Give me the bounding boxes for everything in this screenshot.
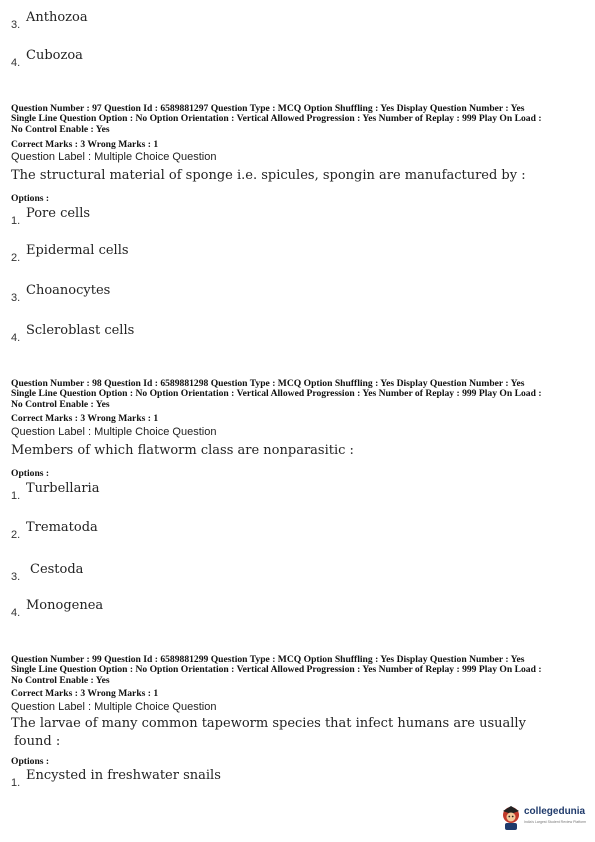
question-meta (11, 655, 586, 686)
question-text: The structural material of sponge i.e. spicules, spongin are manufactured by : (11, 168, 526, 183)
option-text: Scleroblast cells (26, 323, 135, 338)
meta-line: Single Line Question Option : No Option Orientation : Vertical Allowed Progression : Yes Number of Replay : 999 Play On Load : (11, 113, 542, 125)
options-label: Options : (11, 468, 50, 479)
option-number: 2. (11, 252, 21, 264)
option-number: 4. (11, 607, 21, 619)
meta-line: Question Number : 98 Question Id : 6589881298 Question Type : MCQ Option Shuffling : Yes Display Question Number : Yes (11, 378, 525, 389)
option-text: Choanocytes (26, 283, 111, 298)
option-number: 1. (11, 490, 21, 502)
meta-line: Single Line Question Option : No Option Orientation : Vertical Allowed Progression : Yes Number of Replay : 999 Play On Load : (11, 664, 542, 676)
option-text: Epidermal cells (26, 243, 129, 258)
marks-info: Correct Marks : 3 Wrong Marks : 1 (11, 139, 159, 150)
question-meta (11, 379, 586, 410)
meta-line: Question Number : 99 Question Id : 6589881299 Question Type : MCQ Option Shuffling : Yes Display Question Number : Yes (11, 654, 525, 665)
question-meta (11, 104, 586, 135)
meta-line: Question Number : 97 Question Id : 6589881297 Question Type : MCQ Option Shuffling : Yes Display Question Number : Yes (11, 103, 525, 114)
meta-line: No Control Enable : Yes (11, 398, 110, 410)
option-text: Encysted in freshwater snails (26, 768, 221, 783)
meta-line: No Control Enable : Yes (11, 123, 110, 135)
meta-line: No Control Enable : Yes (11, 674, 110, 686)
collegedunia-logo[interactable] (500, 803, 590, 833)
question-text-line: found : (14, 734, 61, 749)
option-number: 1. (11, 777, 21, 789)
option-number: 3. (11, 292, 21, 304)
logo-tagline: India's Largest Student Review Platform (524, 820, 587, 824)
option-number: 3. (11, 19, 21, 31)
question-text-line: The larvae of many common tapeworm species that infect humans are usually (11, 716, 526, 731)
logo-name: collegedunia (524, 806, 586, 817)
question-label: Question Label : Multiple Choice Question (11, 426, 217, 438)
option-text: Monogenea (26, 598, 104, 613)
options-label: Options : (11, 193, 50, 204)
question-text: Members of which flatworm class are nonparasitic : (11, 443, 354, 458)
option-number: 4. (11, 57, 21, 69)
question-label: Question Label : Multiple Choice Question (11, 151, 217, 163)
options-label: Options : (11, 756, 50, 767)
option-number: 1. (11, 215, 21, 227)
option-text: Trematoda (26, 520, 98, 535)
option-number: 4. (11, 332, 21, 344)
mascot-icon (500, 805, 522, 831)
option-number: 2. (11, 529, 21, 541)
option-text: Cestoda (30, 562, 84, 577)
option-text: Turbellaria (26, 481, 100, 496)
option-text: Pore cells (26, 206, 91, 221)
marks-info: Correct Marks : 3 Wrong Marks : 1 (11, 688, 159, 699)
option-text: Cubozoa (26, 48, 83, 63)
option-text: Anthozoa (26, 10, 88, 25)
marks-info: Correct Marks : 3 Wrong Marks : 1 (11, 413, 159, 424)
question-text (11, 715, 571, 751)
option-number: 3. (11, 571, 21, 583)
meta-line: Single Line Question Option : No Option Orientation : Vertical Allowed Progression : Yes Number of Replay : 999 Play On Load : (11, 388, 542, 400)
question-label: Question Label : Multiple Choice Question (11, 701, 217, 713)
